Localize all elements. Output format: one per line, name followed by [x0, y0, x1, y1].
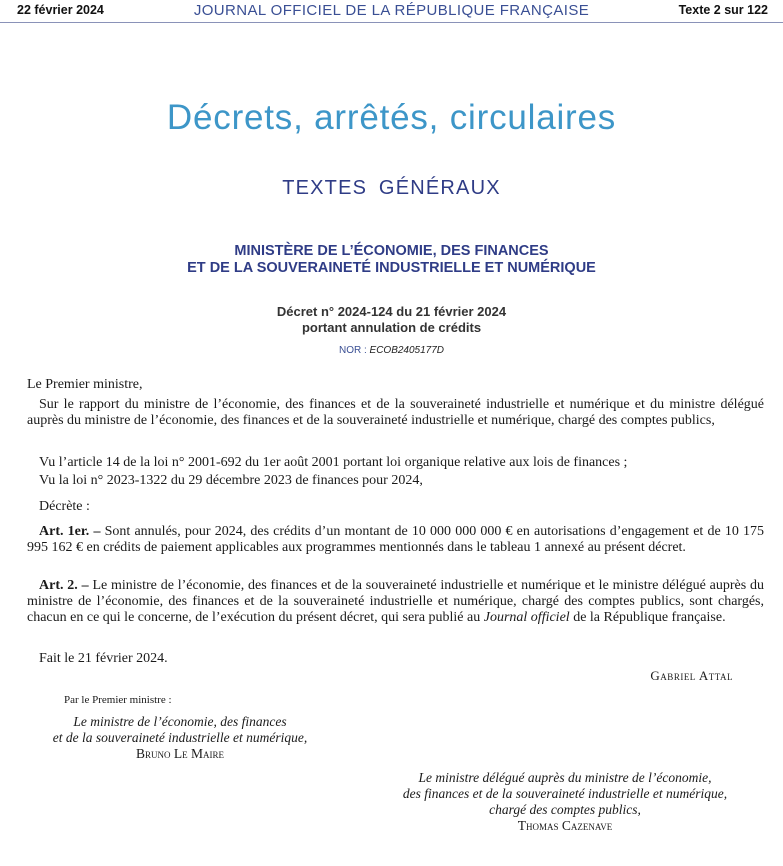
prime-minister-signature: Gabriel Attal — [650, 668, 733, 683]
article-2-label: Art. 2. – — [39, 578, 89, 593]
article-1-label: Art. 1er. – — [39, 524, 101, 539]
delegate-title-line-2: des finances et de la souveraineté industrielle et numérique, — [402, 786, 728, 801]
rapport-paragraph: Sur le rapport du ministre de l’économie, des finances et de la souveraineté industrielle et numérique et du ministre délégué auprès du ministre de l’économie, des finances et de la souveraineté industrielle et numérique, chargé des comptes publics, — [27, 397, 764, 428]
journal-title: JOURNAL OFFICIEL DE LA RÉPUBLIQUE FRANÇAISE — [193, 2, 590, 19]
minister-title-line-1: Le ministre de l’économie, des finances — [73, 714, 287, 729]
article-2-text-b: de la République française. — [569, 610, 726, 625]
decree-title — [0, 304, 783, 336]
minister-title-line-2: et de la souveraineté industrielle et numérique, — [52, 730, 308, 745]
vu-paragraph-2: Vu la loi n° 2023-1322 du 29 décembre 2023 de finances pour 2024, — [39, 473, 423, 488]
ministry-heading — [0, 243, 783, 277]
decree-title-line-2: portant annulation de crédits — [301, 320, 482, 335]
par-premier-ministre: Par le Premier ministre : — [64, 694, 172, 706]
minister-name: Bruno Le Maire — [135, 746, 224, 761]
delegate-name: Thomas Cazenave — [517, 818, 613, 833]
article-2-text-a: Le ministre de l’économie, des finances et de la souveraineté industrielle et numérique et le ministre délégué auprès du ministre de l’économie, des finances et de la souveraineté industrielle et numérique, chargé des comptes publics, sont chargés, chacun en ce qui le concerne, de l’exécution du présent décret, qui sera publié au — [27, 578, 764, 625]
header-date: 22 février 2024 — [17, 3, 104, 17]
article-1-text: Sont annulés, pour 2024, des crédits d’un montant de 10 000 000 000 € en autorisations d’engagement et de 10 175 995 162 € en crédits de paiement applicables aux programmes mentionnés dans le tableau 1 annexé au présent décret. — [27, 524, 765, 555]
page-indicator: Texte 2 sur 122 — [678, 3, 768, 17]
ministry-line-1: MINISTÈRE DE L’ÉCONOMIE, DES FINANCES — [234, 243, 549, 259]
subsection-title: TEXTES GÉNÉRAUX — [282, 177, 501, 199]
delegate-title-line-1: Le ministre délégué auprès du ministre de l’économie, — [418, 770, 712, 785]
header-divider — [0, 22, 783, 23]
nor-value: ECOB2405177D — [369, 345, 445, 356]
article-2 — [27, 578, 764, 626]
decree-title-line-1: Décret n° 2024-124 du 21 février 2024 — [276, 304, 507, 319]
delegate-title-line-3: chargé des comptes publics, — [489, 802, 641, 817]
journal-officiel-ref: Journal officiel — [483, 610, 570, 625]
minister-signature-block — [20, 714, 340, 762]
opening-line: Le Premier ministre, — [27, 377, 143, 392]
section-title: Décrets, arrêtés, circulaires — [166, 98, 617, 137]
fait-line: Fait le 21 février 2024. — [39, 651, 168, 666]
article-1 — [27, 524, 764, 556]
delegate-signature-block — [355, 770, 775, 834]
nor-reference — [0, 345, 783, 356]
nor-label: NOR : — [338, 345, 370, 356]
vu-paragraph-1: Vu l’article 14 de la loi n° 2001-692 du 1er août 2001 portant loi organique relative aux lois de finances ; — [39, 455, 628, 470]
decrete-line: Décrète : — [39, 499, 90, 514]
ministry-line-2: ET DE LA SOUVERAINETÉ INDUSTRIELLE ET NUMÉRIQUE — [187, 260, 596, 276]
